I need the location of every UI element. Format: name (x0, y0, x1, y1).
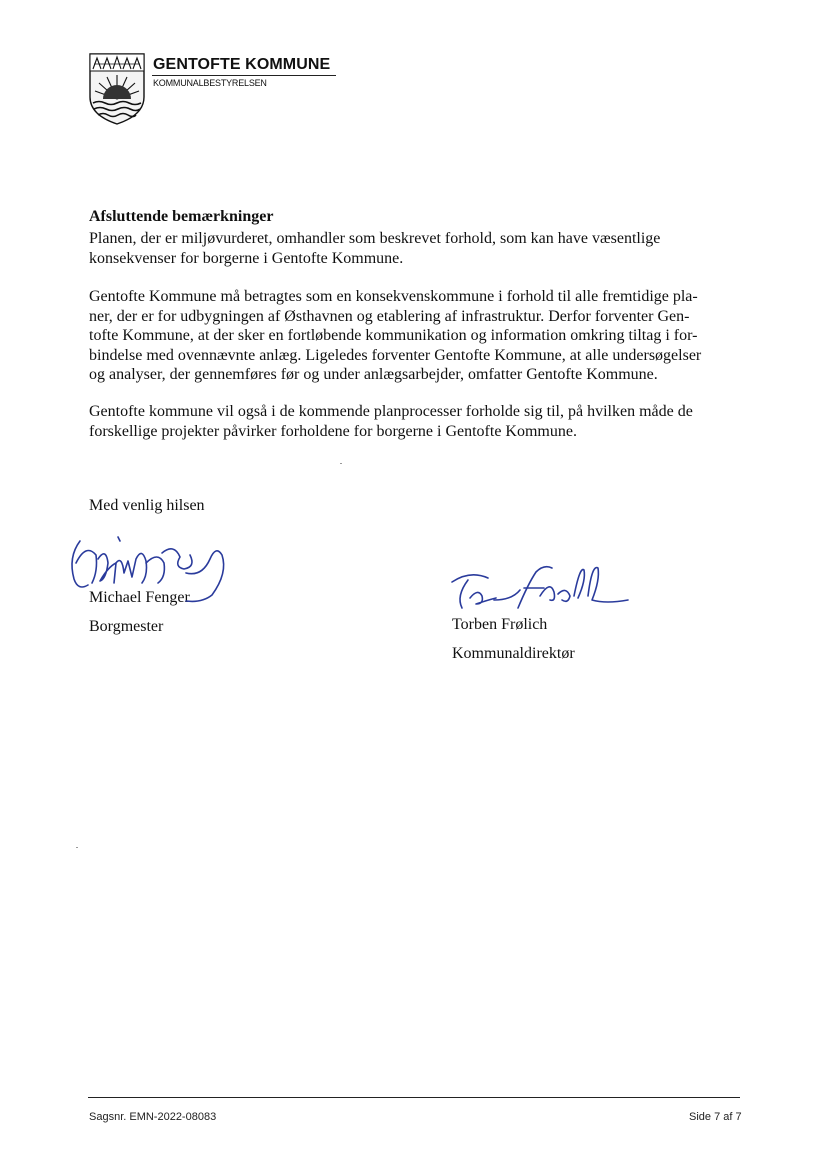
text-line: konsekvenser for borgerne i Gentofte Kommune. (89, 249, 404, 267)
handwritten-signature (440, 560, 630, 616)
org-name: GENTOFTE KOMMUNE (153, 56, 331, 73)
org-subtitle: KOMMUNALBESTYRELSEN (153, 78, 267, 88)
signatory-name: Michael Fenger (89, 589, 190, 606)
paragraph (89, 402, 749, 441)
text-line: ner, der er for udbygningen af Østhavnen og etablering af infrastruktur. Derfor forventer Gen- (89, 307, 690, 325)
footer-divider (88, 1097, 740, 1098)
text-line: forskellige projekter påvirker forholdene for borgerne i Gentofte Kommune. (89, 422, 577, 440)
handwritten-signature (62, 533, 238, 605)
case-number: Sagsnr. EMN-2022-08083 (89, 1111, 217, 1123)
text-line: bindelse med ovennævnte anlæg. Ligeledes forventer Gentofte Kommune, at alle undersøgelser (89, 346, 702, 364)
signatory-title: Borgmester (89, 618, 164, 635)
header-divider (152, 75, 336, 76)
scan-speck (76, 847, 78, 848)
text-line: Gentofte Kommune må betragtes som en konsekvenskommune i forhold til alle fremtidige pla- (89, 288, 698, 305)
text-line: og analyser, der gennemføres før og under anlægsarbejder, omfatter Gentofte Kommune. (89, 366, 658, 383)
paragraph (89, 229, 749, 268)
signatory-name: Torben Frølich (452, 616, 548, 633)
signatory-title: Kommunaldirektør (452, 645, 575, 662)
text-line: Planen, der er miljøvurderet, omhandler som beskrevet forhold, som kan have væsentlige (89, 230, 661, 247)
municipal-crest-logo (89, 53, 145, 125)
page-number: Side 7 af 7 (689, 1111, 742, 1123)
text-line: Gentofte kommune vil også i de kommende planprocesser forholde sig til, på hvilken måde de (89, 403, 693, 420)
scan-speck (340, 463, 342, 464)
text-line: tofte Kommune, at der sker en fortløbende kommunikation og information omkring tiltag i for- (89, 327, 698, 344)
paragraph (89, 287, 749, 385)
closing-salutation: Med venlig hilsen (89, 497, 205, 514)
section-heading: Afsluttende bemærkninger (89, 208, 274, 225)
